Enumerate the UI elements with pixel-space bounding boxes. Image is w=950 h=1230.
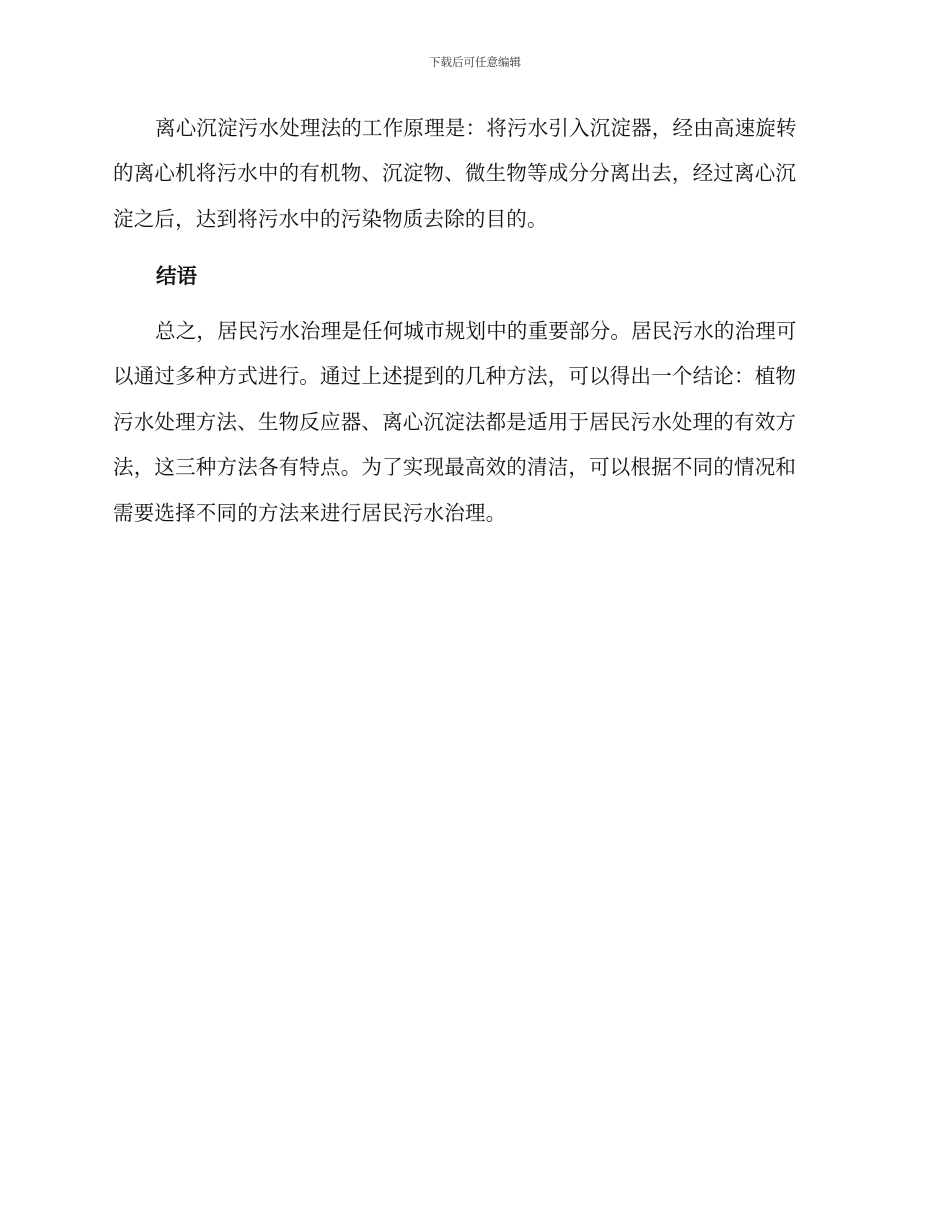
section-heading-conclusion: 结语 (156, 264, 197, 288)
paragraph-line: 淀之后，达到将污水中的污染物质去除的目的。 (113, 206, 548, 231)
paragraph-centrifugal-principle (113, 106, 833, 242)
paragraph-line: 法，这三种方法各有特点。为了实现最高效的清洁，可以根据不同的情况和 (113, 455, 797, 480)
paragraph-line: 以通过多种方式进行。通过上述提到的几种方法，可以得出一个结论：植物 (113, 364, 797, 389)
page-header: 下载后可任意编辑 (429, 55, 521, 69)
paragraph-line: 需要选择不同的方法来进行居民污水治理。 (113, 500, 507, 525)
paragraph-line: 离心沉淀污水处理法的工作原理是：将污水引入沉淀器，经由高速旋转 (155, 116, 797, 140)
paragraph-line: 污水处理方法、生物反应器、离心沉淀法都是适用于居民污水处理的有效方 (113, 409, 797, 434)
paragraph-conclusion (113, 309, 833, 536)
paragraph-line: 的离心机将污水中的有机物、沉淀物、微生物等成分分离出去，经过离心沉 (113, 161, 797, 186)
paragraph-line: 总之，居民污水治理是任何城市规划中的重要部分。居民污水的治理可 (155, 319, 797, 343)
